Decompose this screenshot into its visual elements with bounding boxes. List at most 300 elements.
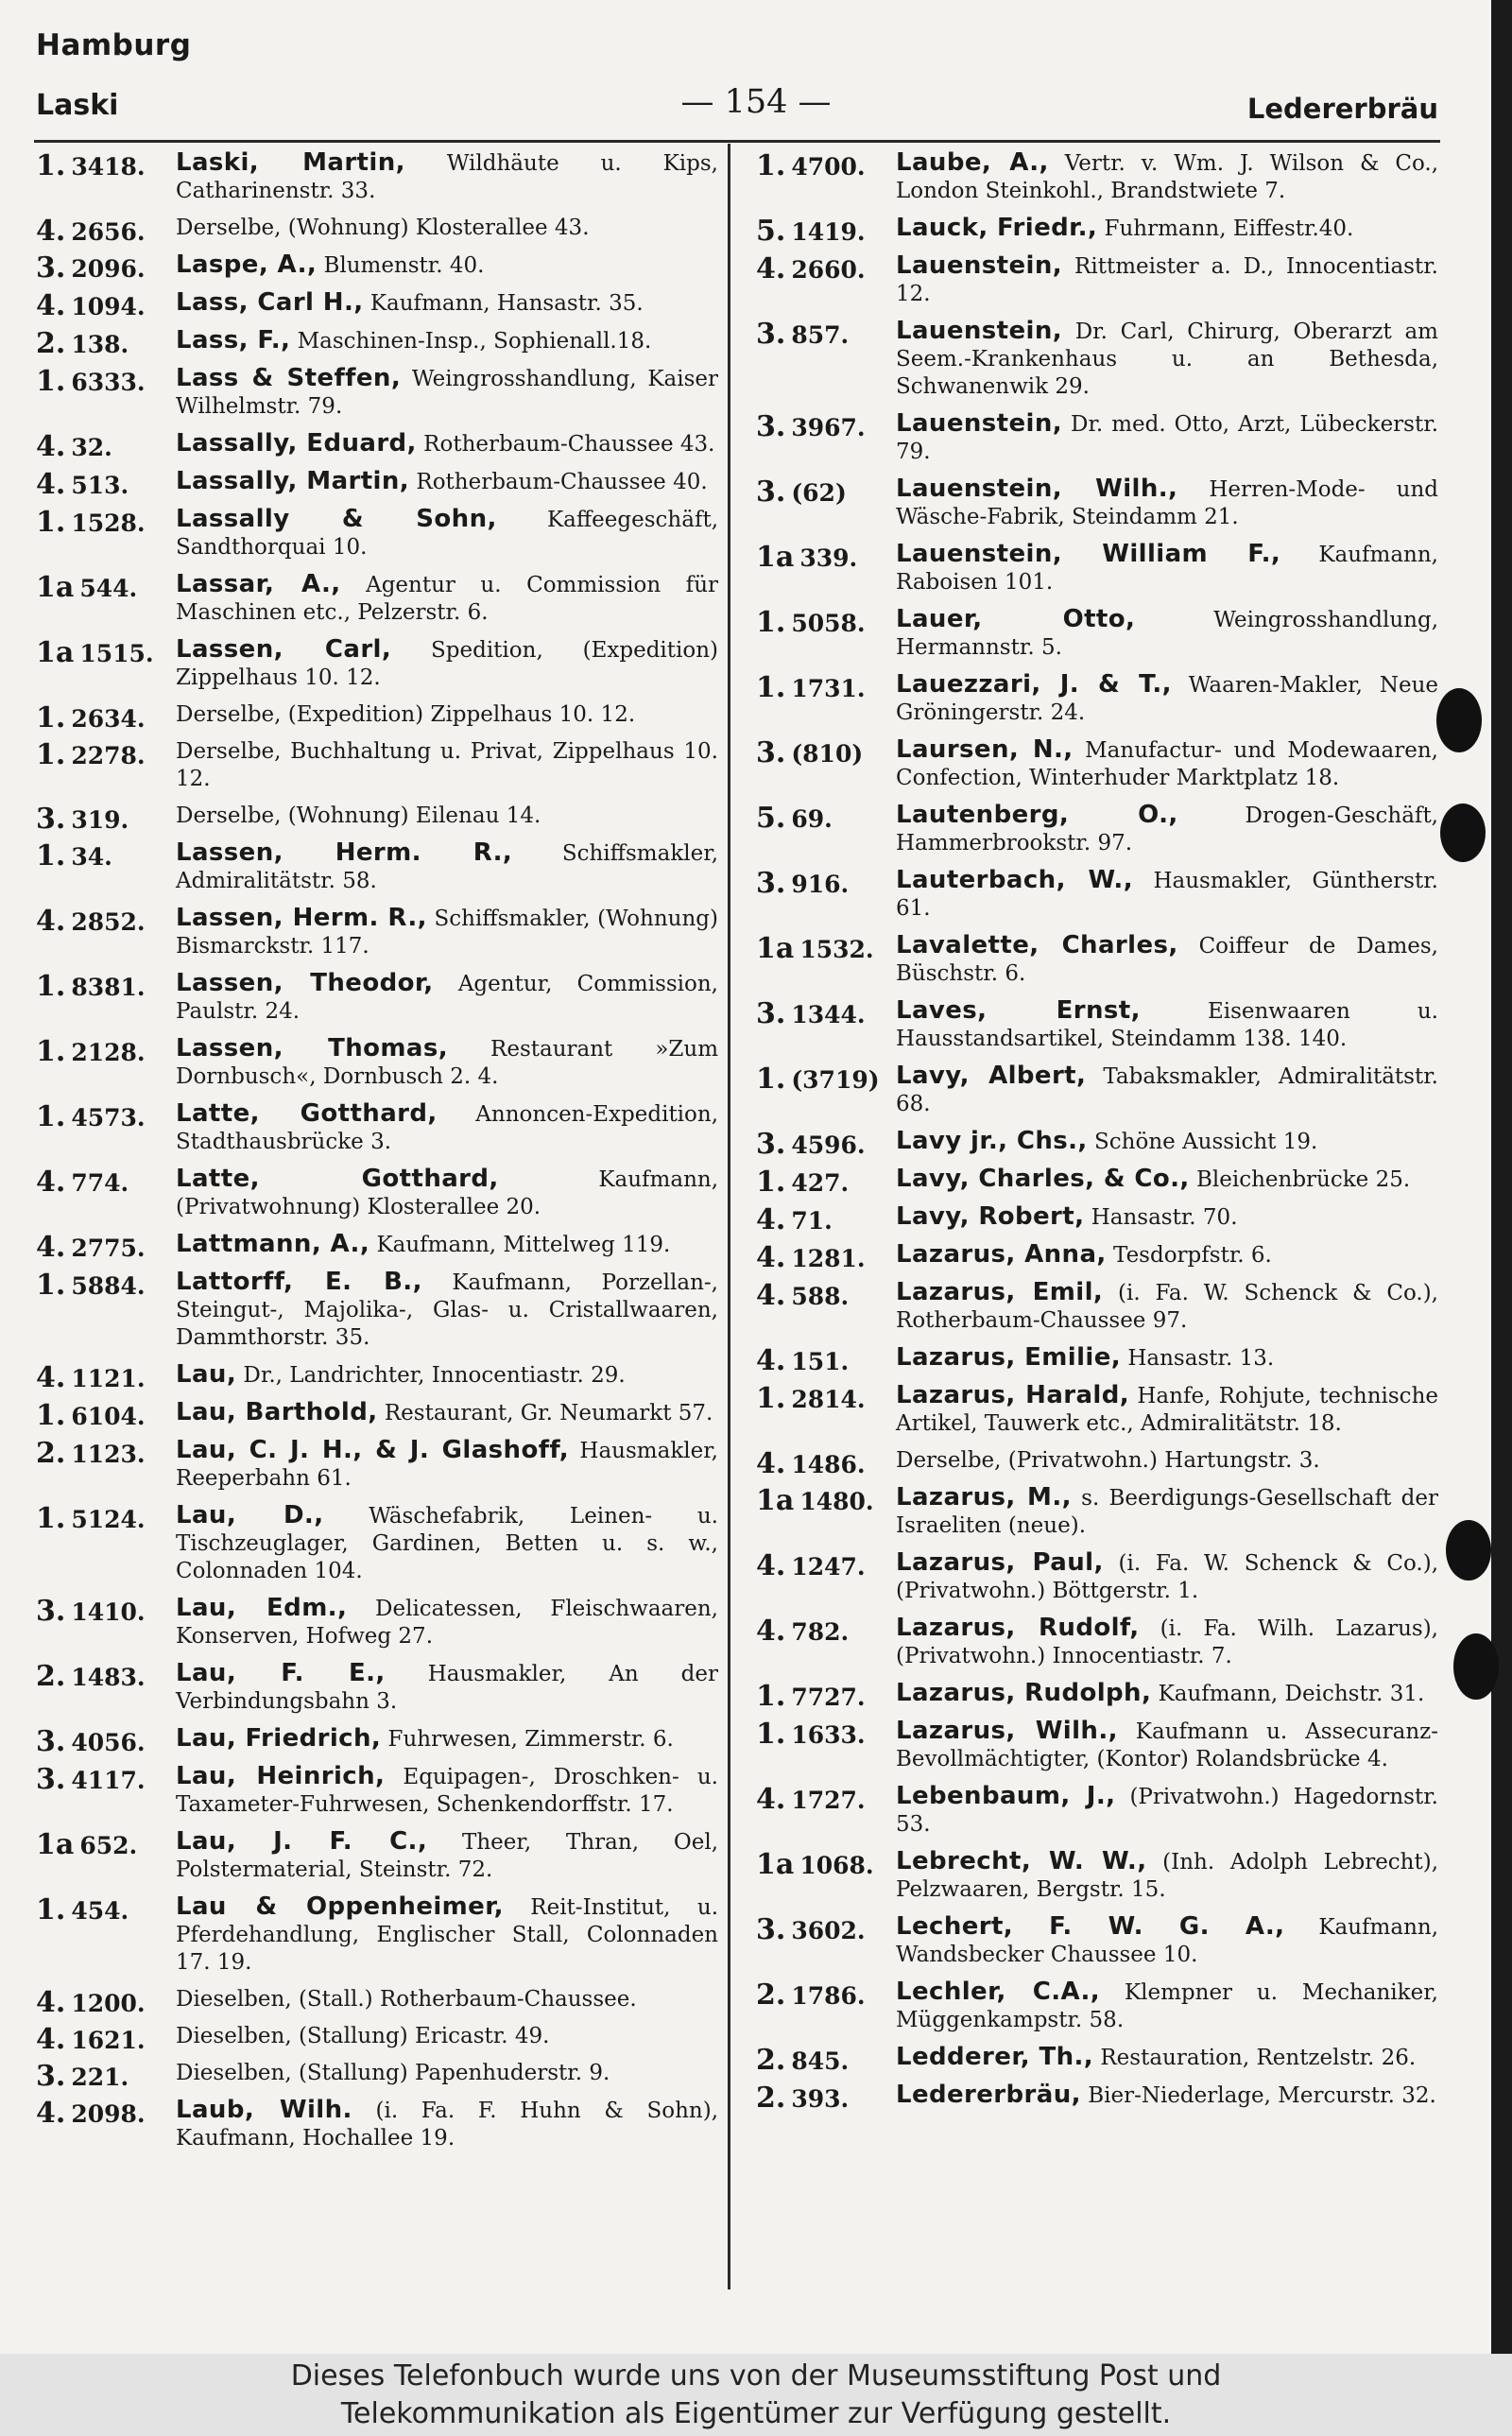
line-number: 782. bbox=[791, 1618, 850, 1646]
subscriber-name: Lauenstein, bbox=[896, 251, 1063, 280]
entry-text bbox=[176, 289, 718, 318]
page-number: — 154 — bbox=[680, 83, 832, 121]
directory-entry bbox=[756, 2043, 1438, 2077]
subscriber-name: Lassally & Sohn, bbox=[176, 505, 497, 533]
subscriber-details: (i. Fa. Wilh. Lazarus), (Privatwohn.) Innocentiastr. 7. bbox=[896, 1616, 1438, 1668]
directory-entry bbox=[36, 1398, 718, 1432]
directory-entry bbox=[756, 1240, 1438, 1274]
phone-number bbox=[756, 1447, 890, 1480]
subscriber-details: Dieselben, (Stall.) Rotherbaum-Chaussee. bbox=[176, 1987, 637, 2012]
phone-number bbox=[36, 803, 170, 836]
phone-number bbox=[36, 1231, 170, 1264]
subscriber-name: Lattorff, E. B., bbox=[176, 1268, 422, 1296]
phone-number bbox=[36, 468, 170, 501]
exchange-zone: 5. bbox=[756, 802, 786, 835]
exchange-zone: 4. bbox=[756, 1344, 786, 1377]
line-number: 2660. bbox=[791, 256, 866, 284]
directory-entry bbox=[756, 1783, 1438, 1839]
subscriber-name: Laves, Ernst, bbox=[896, 996, 1141, 1025]
subscriber-name: Lauezzari, J. & T., bbox=[896, 670, 1172, 699]
entry-text bbox=[896, 997, 1438, 1053]
phone-number bbox=[36, 149, 170, 182]
phone-number bbox=[36, 1100, 170, 1133]
phone-number bbox=[756, 671, 890, 704]
exchange-zone: 1a bbox=[756, 1848, 795, 1881]
exchange-zone: 1a bbox=[756, 541, 795, 574]
directory-entry bbox=[756, 1549, 1438, 1605]
directory-entry bbox=[756, 1913, 1438, 1969]
exchange-zone: 3. bbox=[36, 1595, 66, 1628]
column-divider bbox=[728, 144, 730, 2289]
phone-number bbox=[36, 1035, 170, 1068]
exchange-zone: 1. bbox=[36, 1893, 66, 1926]
exchange-zone: 1. bbox=[36, 1502, 66, 1535]
subscriber-details: Kaufmann, Deichstr. 31. bbox=[1158, 1682, 1425, 1706]
directory-entry bbox=[756, 867, 1438, 923]
subscriber-details: Kaufmann, Porzellan-, Steingut-, Majolika-, Glas- u. Cristallwaaren, Dammthorstr. 35. bbox=[176, 1270, 718, 1350]
line-number: 845. bbox=[791, 2047, 850, 2075]
line-number: 916. bbox=[791, 871, 850, 898]
subscriber-name: Lauenstein, Wilh., bbox=[896, 475, 1178, 503]
line-number: 138. bbox=[71, 331, 129, 358]
punch-hole bbox=[1440, 803, 1486, 862]
phone-number bbox=[36, 1893, 170, 1926]
exchange-zone: 1. bbox=[36, 506, 66, 539]
subscriber-name: Lazarus, Emilie, bbox=[896, 1343, 1122, 1372]
line-number: 4700. bbox=[791, 153, 866, 181]
directory-entry bbox=[756, 1447, 1438, 1480]
phone-number bbox=[36, 1986, 170, 2019]
subscriber-details: Annoncen-Expedition, Stadthausbrücke 3. bbox=[176, 1102, 718, 1154]
exchange-zone: 4. bbox=[36, 1361, 66, 1394]
exchange-zone: 5. bbox=[756, 215, 786, 248]
line-number: 2128. bbox=[71, 1039, 146, 1066]
phone-number bbox=[36, 1399, 170, 1432]
directory-entry bbox=[36, 1763, 718, 1819]
line-number: 2852. bbox=[71, 908, 146, 936]
entry-text bbox=[896, 318, 1438, 401]
subscriber-details: Fuhrwesen, Zimmerstr. 6. bbox=[387, 1727, 674, 1752]
directory-entry bbox=[756, 149, 1438, 205]
entry-text bbox=[176, 1828, 718, 1884]
subscriber-name: Lazarus, Paul, bbox=[896, 1548, 1104, 1577]
exchange-zone: 2. bbox=[756, 2082, 786, 2115]
directory-entry bbox=[36, 1828, 718, 1884]
phone-number bbox=[756, 867, 890, 900]
phone-number bbox=[756, 1241, 890, 1274]
exchange-zone: 4. bbox=[36, 1986, 66, 2019]
line-number: 4596. bbox=[791, 1132, 866, 1159]
entry-text bbox=[896, 2082, 1438, 2110]
phone-number bbox=[756, 1913, 890, 1946]
line-number: 1094. bbox=[71, 293, 146, 320]
phone-number bbox=[756, 802, 890, 835]
line-number: 1731. bbox=[791, 675, 866, 702]
subscriber-details: Hausmakler, Güntherstr. 61. bbox=[896, 869, 1438, 921]
subscriber-details: Vertr. v. Wm. J. Wilson & Co., London Steinkohl., Brandstwiete 7. bbox=[896, 151, 1438, 203]
phone-number bbox=[756, 1203, 890, 1236]
entry-text bbox=[176, 839, 718, 895]
exchange-zone: 4. bbox=[756, 1447, 786, 1480]
line-number: 2096. bbox=[71, 255, 146, 283]
subscriber-details: Kaufmann, Wandsbecker Chaussee 10. bbox=[896, 1915, 1438, 1967]
subscriber-name: Laski, Martin, bbox=[176, 149, 405, 177]
phone-number bbox=[756, 2044, 890, 2077]
entry-text bbox=[896, 606, 1438, 662]
subscriber-details: Schiffsmakler, (Wohnung) Bismarckstr. 117. bbox=[176, 907, 718, 959]
punch-hole bbox=[1453, 1633, 1499, 1700]
subscriber-name: Lass, Carl H., bbox=[176, 288, 364, 317]
directory-entry bbox=[756, 932, 1438, 988]
phone-number bbox=[756, 149, 890, 182]
entry-text bbox=[176, 365, 718, 421]
directory-entry bbox=[36, 1437, 718, 1493]
subscriber-name: Lauenstein, bbox=[896, 409, 1063, 438]
line-number: 2814. bbox=[791, 1386, 866, 1413]
subscriber-details: Rotherbaum-Chaussee 40. bbox=[416, 470, 708, 494]
line-number: 1621. bbox=[71, 2027, 146, 2054]
entry-text bbox=[896, 1279, 1438, 1335]
entry-text bbox=[176, 2060, 718, 2087]
phone-number bbox=[756, 1680, 890, 1713]
directory-entry bbox=[756, 318, 1438, 401]
entry-text bbox=[176, 1269, 718, 1352]
directory-entry bbox=[756, 1382, 1438, 1438]
entry-text bbox=[176, 1893, 718, 1977]
subscriber-details: Derselbe, (Expedition) Zippelhaus 10. 12. bbox=[176, 702, 636, 727]
exchange-zone: 1. bbox=[756, 1063, 786, 1096]
line-number: 3418. bbox=[71, 153, 146, 181]
directory-entry bbox=[756, 2081, 1438, 2115]
line-number: 1633. bbox=[791, 1721, 866, 1749]
exchange-zone: 3. bbox=[756, 1913, 786, 1946]
subscriber-name: Lauenstein, William F., bbox=[896, 540, 1281, 568]
subscriber-details: Coiffeur de Dames, Büschstr. 6. bbox=[896, 934, 1438, 986]
phone-number bbox=[36, 2097, 170, 2130]
exchange-zone: 1. bbox=[756, 1382, 786, 1415]
directory-entry bbox=[36, 2060, 718, 2093]
directory-entry bbox=[756, 606, 1438, 662]
line-number: 454. bbox=[71, 1897, 129, 1925]
subscriber-details: Herren-Mode- und Wäsche-Fabrik, Steindamm 21. bbox=[896, 477, 1438, 529]
exchange-zone: 4. bbox=[36, 468, 66, 501]
phone-number bbox=[756, 736, 890, 769]
line-number: 2634. bbox=[71, 705, 146, 733]
subscriber-details: Restauration, Rentzelstr. 26. bbox=[1100, 2046, 1417, 2070]
line-number: 151. bbox=[791, 1348, 850, 1375]
line-number: 5058. bbox=[791, 610, 866, 637]
entry-text bbox=[896, 1166, 1438, 1194]
subscriber-name: Lazarus, Harald, bbox=[896, 1381, 1130, 1409]
subscriber-name: Lavy jr., Chs., bbox=[896, 1127, 1088, 1155]
subscriber-name: Lazarus, Anna, bbox=[896, 1240, 1107, 1269]
directory-entry bbox=[756, 410, 1438, 466]
phone-number bbox=[756, 2082, 890, 2115]
subscriber-details: Weingrosshandlung, Kaiser Wilhelmstr. 79. bbox=[176, 367, 718, 419]
exchange-zone: 4. bbox=[36, 289, 66, 322]
exchange-zone: 4. bbox=[36, 215, 66, 248]
directory-entry bbox=[756, 1165, 1438, 1199]
exchange-zone: 4. bbox=[756, 1203, 786, 1236]
subscriber-name: Lau, Barthold, bbox=[176, 1398, 378, 1426]
subscriber-name: Lazarus, Wilh., bbox=[896, 1717, 1118, 1745]
exchange-zone: 2. bbox=[756, 2044, 786, 2077]
subscriber-details: Waaren-Makler, Neue Gröningerstr. 24. bbox=[896, 673, 1438, 725]
line-number: 1786. bbox=[791, 1982, 866, 2010]
line-number: 71. bbox=[791, 1207, 833, 1235]
header-rule bbox=[34, 140, 1440, 143]
phone-number bbox=[756, 252, 890, 285]
subscriber-details: Drogen-Geschäft, Hammerbrookstr. 97. bbox=[896, 803, 1438, 855]
phone-number bbox=[756, 1344, 890, 1377]
subscriber-details: Bier-Niederlage, Mercurstr. 32. bbox=[1088, 2083, 1436, 2108]
phone-number bbox=[756, 1484, 890, 1517]
directory-entry bbox=[36, 1986, 718, 2019]
line-number: (62) bbox=[791, 479, 847, 507]
entry-text bbox=[896, 1382, 1438, 1438]
directory-entry bbox=[36, 1893, 718, 1977]
line-number: 7727. bbox=[791, 1684, 866, 1711]
entry-text bbox=[896, 1063, 1438, 1118]
line-number: 1480. bbox=[799, 1488, 874, 1515]
phone-number bbox=[36, 1828, 170, 1861]
phone-number bbox=[756, 1848, 890, 1881]
directory-entry bbox=[36, 803, 718, 836]
line-number: (810) bbox=[791, 740, 864, 768]
directory-entry bbox=[36, 1360, 718, 1394]
exchange-zone: 4. bbox=[36, 1166, 66, 1199]
line-number: 4117. bbox=[71, 1767, 146, 1794]
exchange-zone: 1. bbox=[36, 701, 66, 734]
exchange-zone: 3. bbox=[756, 736, 786, 769]
subscriber-details: Weingrosshandlung, Hermannstr. 5. bbox=[896, 608, 1438, 660]
entry-text bbox=[176, 468, 718, 496]
directory-entry bbox=[756, 252, 1438, 308]
subscriber-name: Lassen, Carl, bbox=[176, 635, 392, 664]
exchange-zone: 3. bbox=[36, 803, 66, 836]
subscriber-name: Lassen, Thomas, bbox=[176, 1034, 448, 1063]
entry-text bbox=[896, 215, 1438, 243]
subscriber-details: (Privatwohn.) Hagedornstr. 53. bbox=[896, 1785, 1438, 1837]
directory-entry bbox=[756, 802, 1438, 857]
subscriber-details: s. Beerdigungs-Gesellschaft der Israeliten (neue). bbox=[896, 1486, 1438, 1538]
directory-entry bbox=[756, 1279, 1438, 1335]
phone-number bbox=[36, 839, 170, 872]
subscriber-name: Lautenberg, O., bbox=[896, 801, 1178, 829]
footer-line-2: Telekommunikation als Eigentümer zur Verfügung gestellt. bbox=[340, 2397, 1172, 2430]
line-number: 1419. bbox=[791, 218, 866, 246]
exchange-zone: 3. bbox=[756, 318, 786, 351]
subscriber-name: Lazarus, Rudolf, bbox=[896, 1614, 1140, 1642]
entry-text bbox=[896, 671, 1438, 727]
phone-number bbox=[756, 475, 890, 509]
phone-number bbox=[36, 1763, 170, 1796]
subscriber-name: Latte, Gotthard, bbox=[176, 1099, 438, 1128]
line-number: 1727. bbox=[791, 1787, 866, 1814]
phone-number bbox=[36, 1437, 170, 1470]
left-column bbox=[36, 149, 718, 2289]
subscriber-name: Lau, Heinrich, bbox=[176, 1762, 386, 1790]
exchange-zone: 3. bbox=[756, 997, 786, 1030]
directory-entry bbox=[36, 738, 718, 793]
subscriber-details: Rittmeister a. D., Innocentiastr. 12. bbox=[896, 254, 1438, 306]
subscriber-name: Lauck, Friedr., bbox=[896, 214, 1098, 242]
phone-number bbox=[36, 1269, 170, 1302]
entry-text bbox=[896, 1484, 1438, 1540]
subscriber-details: Hansastr. 13. bbox=[1127, 1346, 1275, 1371]
subscriber-details: Delicatessen, Fleischwaaren, Konserven, Hofweg 27. bbox=[176, 1597, 718, 1649]
directory-entry bbox=[36, 2023, 718, 2056]
phone-number bbox=[756, 997, 890, 1030]
subscriber-name: Lau, F. E., bbox=[176, 1659, 386, 1687]
line-number: 1410. bbox=[71, 1598, 146, 1626]
exchange-zone: 1. bbox=[36, 738, 66, 771]
subscriber-details: (i. Fa. F. Huhn & Sohn), Kaufmann, Hochallee 19. bbox=[176, 2099, 718, 2151]
exchange-zone: 4. bbox=[756, 1241, 786, 1274]
subscriber-details: Kaufmann, Raboisen 101. bbox=[896, 543, 1438, 595]
entry-text bbox=[896, 802, 1438, 857]
phone-number bbox=[36, 636, 170, 669]
exchange-zone: 1. bbox=[36, 1399, 66, 1432]
subscriber-name: Lauenstein, bbox=[896, 317, 1063, 345]
entry-text bbox=[176, 1166, 718, 1221]
page-edge-shadow bbox=[1491, 0, 1512, 2354]
exchange-zone: 3. bbox=[756, 410, 786, 443]
subscriber-details: Rotherbaum-Chaussee 43. bbox=[423, 432, 715, 457]
line-number: 339. bbox=[799, 544, 858, 572]
subscriber-name: Lattmann, A., bbox=[176, 1230, 370, 1258]
exchange-zone: 4. bbox=[756, 1279, 786, 1312]
subscriber-details: Wäschefabrik, Leinen- u. Tischzeuglager, Gardinen, Betten u. s. w., Colonnaden 104. bbox=[176, 1504, 718, 1583]
directory-entry bbox=[36, 1230, 718, 1264]
phone-number bbox=[756, 1978, 890, 2012]
entry-text bbox=[176, 1502, 718, 1585]
entry-text bbox=[176, 803, 718, 830]
directory-entry bbox=[756, 1202, 1438, 1236]
line-number: 1486. bbox=[791, 1451, 866, 1478]
directory-entry bbox=[36, 701, 718, 734]
exchange-zone: 1a bbox=[36, 1828, 75, 1861]
footer-notice bbox=[0, 2354, 1512, 2436]
line-number: 3602. bbox=[791, 1917, 866, 1944]
exchange-zone: 1a bbox=[756, 1484, 795, 1517]
subscriber-name: Lechert, F. W. G. A., bbox=[896, 1912, 1285, 1941]
directory-entry bbox=[36, 905, 718, 960]
phone-number bbox=[756, 318, 890, 351]
entry-text bbox=[896, 1783, 1438, 1839]
entry-text bbox=[176, 1763, 718, 1819]
subscriber-details: Dr., Landrichter, Innocentiastr. 29. bbox=[243, 1363, 626, 1388]
subscriber-details: Kaufmann, (Privatwohnung) Klosterallee 20. bbox=[176, 1167, 718, 1219]
subscriber-name: Lassar, A., bbox=[176, 570, 341, 598]
line-number: 2656. bbox=[71, 218, 146, 246]
exchange-zone: 4. bbox=[756, 1549, 786, 1582]
phone-number bbox=[36, 215, 170, 248]
subscriber-details: Eisenwaaren u. Hausstandsartikel, Steindamm 138. 140. bbox=[896, 999, 1438, 1051]
directory-entry bbox=[756, 1484, 1438, 1540]
subscriber-details: Spedition, (Expedition) Zippelhaus 10. 12. bbox=[176, 638, 718, 690]
subscriber-name: Lass, F., bbox=[176, 326, 291, 354]
entry-text bbox=[176, 251, 718, 280]
subscriber-details: Fuhrmann, Eiffestr.40. bbox=[1104, 216, 1354, 241]
subscriber-name: Lassen, Theodor, bbox=[176, 969, 434, 997]
directory-entry bbox=[36, 1595, 718, 1650]
subscriber-details: Equipagen-, Droschken- u. Taxameter-Fuhrwesen, Schenkendorffstr. 17. bbox=[176, 1765, 718, 1817]
subscriber-details: Hansastr. 70. bbox=[1091, 1205, 1238, 1230]
subscriber-details: (i. Fa. W. Schenck & Co.), (Privatwohn.) Böttgerstr. 1. bbox=[896, 1551, 1438, 1603]
exchange-zone: 2. bbox=[36, 1660, 66, 1693]
subscriber-name: Lau, C. J. H., & J. Glashoff, bbox=[176, 1436, 569, 1464]
line-number: 319. bbox=[71, 806, 129, 834]
subscriber-details: (i. Fa. W. Schenck & Co.), Rotherbaum-Chaussee 97. bbox=[896, 1281, 1438, 1333]
phone-number bbox=[756, 1615, 890, 1648]
entry-text bbox=[176, 1100, 718, 1156]
entry-text bbox=[176, 1399, 718, 1427]
line-number: 6104. bbox=[71, 1403, 146, 1430]
directory-entry bbox=[36, 571, 718, 627]
right-column bbox=[756, 149, 1438, 2289]
directory-entry bbox=[756, 475, 1438, 531]
line-number: 2098. bbox=[71, 2100, 146, 2128]
phone-number bbox=[36, 905, 170, 938]
line-number: 221. bbox=[71, 2064, 129, 2091]
line-number: 1528. bbox=[71, 510, 146, 537]
subscriber-details: Agentur u. Commission für Maschinen etc., Pelzerstr. 6. bbox=[176, 573, 718, 625]
exchange-zone: 3. bbox=[756, 867, 786, 900]
phone-number bbox=[36, 571, 170, 604]
phone-number bbox=[36, 327, 170, 360]
entry-text bbox=[176, 1035, 718, 1091]
entry-text bbox=[896, 1241, 1438, 1270]
entry-text bbox=[896, 252, 1438, 308]
subscriber-name: Lebrecht, W. W., bbox=[896, 1847, 1147, 1875]
entry-text bbox=[176, 1725, 718, 1754]
entry-text bbox=[896, 1344, 1438, 1373]
exchange-zone: 1. bbox=[756, 1718, 786, 1751]
line-number: 4573. bbox=[71, 1104, 146, 1132]
entry-text bbox=[176, 1595, 718, 1650]
entry-text bbox=[176, 430, 718, 458]
directory-entry bbox=[36, 251, 718, 285]
line-number: 1200. bbox=[71, 1990, 146, 2017]
exchange-zone: 4. bbox=[36, 2097, 66, 2130]
subscriber-name: Laursen, N., bbox=[896, 735, 1074, 764]
line-number: 1344. bbox=[791, 1001, 866, 1028]
exchange-zone: 4. bbox=[36, 430, 66, 463]
directory-entry bbox=[756, 1679, 1438, 1713]
entry-text bbox=[896, 1718, 1438, 1773]
phone-number bbox=[36, 1660, 170, 1693]
directory-entry bbox=[36, 1100, 718, 1156]
entry-text bbox=[176, 149, 718, 205]
entry-text bbox=[176, 1437, 718, 1493]
directory-entry bbox=[756, 1848, 1438, 1904]
subscriber-name: Lavy, Albert, bbox=[896, 1062, 1087, 1090]
directory-entry bbox=[756, 671, 1438, 727]
directory-entry bbox=[756, 1615, 1438, 1670]
exchange-zone: 1. bbox=[756, 1166, 786, 1199]
exchange-zone: 1. bbox=[36, 839, 66, 872]
phone-number bbox=[756, 1279, 890, 1312]
line-number: 2278. bbox=[71, 742, 146, 769]
subscriber-details: Theer, Thran, Oel, Polstermaterial, Steinstr. 72. bbox=[176, 1830, 718, 1882]
line-number: 32. bbox=[71, 434, 112, 461]
phone-number bbox=[756, 1718, 890, 1751]
directory-entry bbox=[36, 636, 718, 692]
directory-entry bbox=[756, 1063, 1438, 1118]
line-number: 774. bbox=[71, 1169, 129, 1197]
subscriber-name: Lechler, C.A., bbox=[896, 1978, 1101, 2006]
